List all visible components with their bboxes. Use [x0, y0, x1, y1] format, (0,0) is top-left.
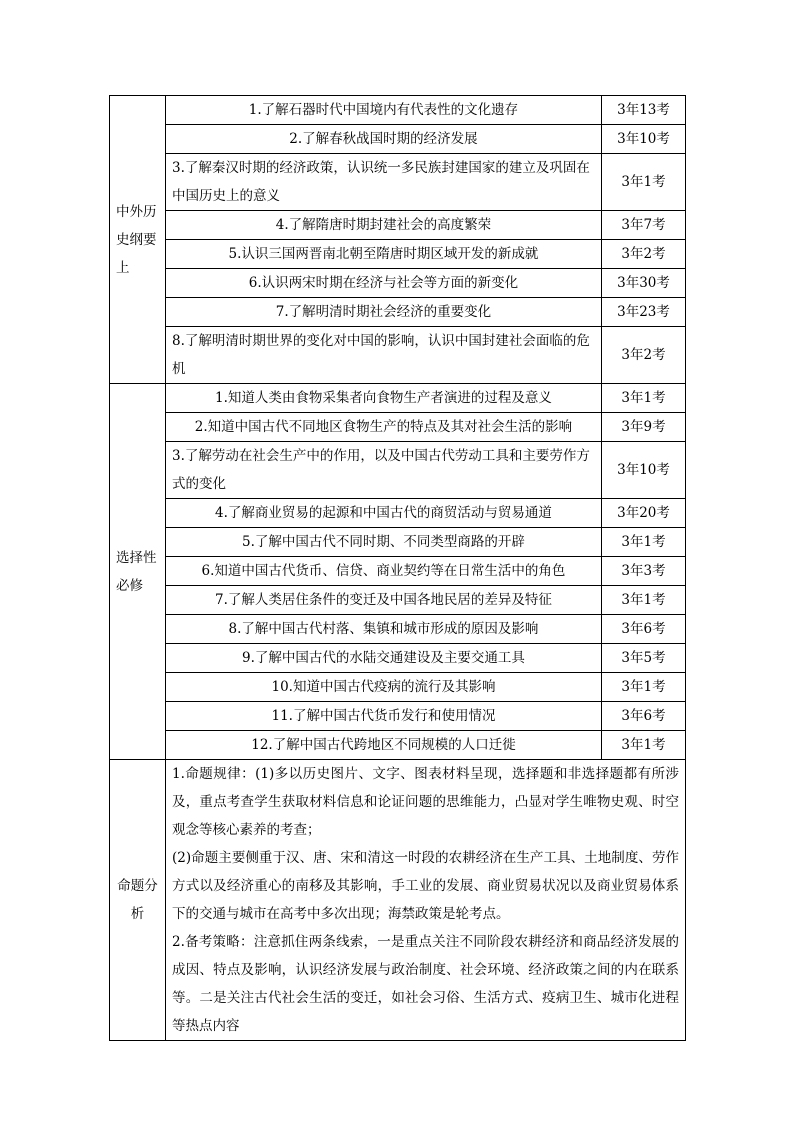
- exam-count: 3年1考: [602, 586, 686, 615]
- table-row: [110, 615, 686, 644]
- standard-item: 7.了解明清时期社会经济的重要变化: [166, 298, 602, 327]
- exam-count: 3年1考: [602, 673, 686, 702]
- exam-count: 3年5考: [602, 644, 686, 673]
- section-title: 中外历史纲要上: [110, 96, 166, 384]
- table-row: [110, 384, 686, 413]
- exam-count: 3年13考: [602, 96, 686, 125]
- table-row: [110, 702, 686, 731]
- exam-count: 3年10考: [602, 125, 686, 154]
- analysis-content: [166, 760, 686, 1041]
- table-row: [110, 586, 686, 615]
- exam-count: 3年23考: [602, 298, 686, 327]
- table-row: [110, 298, 686, 327]
- table-row: [110, 499, 686, 528]
- standard-item: 10.知道中国古代疫病的流行及其影响: [166, 673, 602, 702]
- standard-item: 4.了解隋唐时期封建社会的高度繁荣: [166, 211, 602, 240]
- exam-count: 3年2考: [602, 240, 686, 269]
- exam-count: 3年3考: [602, 557, 686, 586]
- standard-item: 6.知道中国古代货币、信贷、商业契约等在日常生活中的角色: [166, 557, 602, 586]
- table-row: [110, 269, 686, 298]
- analysis-title: 命题分析: [110, 760, 166, 1041]
- standard-item: 2.知道中国古代不同地区食物生产的特点及其对社会生活的影响: [166, 413, 602, 442]
- standard-item: 11.了解中国古代货币发行和使用情况: [166, 702, 602, 731]
- standard-item: 3.了解秦汉时期的经济政策，认识统一多民族封建国家的建立及巩固在中国历史上的意义: [166, 154, 602, 211]
- standard-item: 1.知道人类由食物采集者向食物生产者演进的过程及意义: [166, 384, 602, 413]
- exam-count: 3年1考: [602, 528, 686, 557]
- exam-count: 3年30考: [602, 269, 686, 298]
- standard-item: 2.了解春秋战国时期的经济发展: [166, 125, 602, 154]
- standard-item: 5.了解中国古代不同时期、不同类型商路的开辟: [166, 528, 602, 557]
- standard-item: 8.了解中国古代村落、集镇和城市形成的原因及影响: [166, 615, 602, 644]
- table-row: [110, 673, 686, 702]
- analysis-paragraph: 1.命题规律：(1)多以历史图片、文字、图表材料呈现，选择题和非选择题都有所涉及，重点考查学生获取材料信息和论证问题的思维能力，凸显对学生唯物史观、时空观念等核心素养的考查；: [172, 766, 679, 838]
- standard-item: 1.了解石器时代中国境内有代表性的文化遗存: [166, 96, 602, 125]
- standard-item: 6.认识两宋时期在经济与社会等方面的新变化: [166, 269, 602, 298]
- standard-item: 8.了解明清时期世界的变化对中国的影响，认识中国封建社会面临的危机: [166, 327, 602, 384]
- exam-count: 3年9考: [602, 413, 686, 442]
- table-row: [110, 731, 686, 760]
- exam-count: 3年7考: [602, 211, 686, 240]
- table-row: [110, 154, 686, 211]
- standard-item: 5.认识三国两晋南北朝至隋唐时期区域开发的新成就: [166, 240, 602, 269]
- exam-count: 3年1考: [602, 731, 686, 760]
- exam-count: 3年2考: [602, 327, 686, 384]
- exam-analysis-table: [109, 95, 686, 1041]
- exam-count: 3年1考: [602, 154, 686, 211]
- standard-item: 4.了解商业贸易的起源和中国古代的商贸活动与贸易通道: [166, 499, 602, 528]
- table-row: [110, 557, 686, 586]
- exam-count: 3年6考: [602, 615, 686, 644]
- table-row: [110, 442, 686, 499]
- standard-item: 3.了解劳动在社会生产中的作用，以及中国古代劳动工具和主要劳作方式的变化: [166, 442, 602, 499]
- standard-item: 7.了解人类居住条件的变迁及中国各地民居的差异及特征: [166, 586, 602, 615]
- table-row: [110, 240, 686, 269]
- table-row: [110, 528, 686, 557]
- exam-count: 3年6考: [602, 702, 686, 731]
- table-row: [110, 96, 686, 125]
- analysis-paragraph: (2)命题主要侧重于汉、唐、宋和清这一时段的农耕经济在生产工具、土地制度、劳作方式以及经济重心的南移及其影响，手工业的发展、商业贸易状况以及商业贸易体系下的交通与城市在高考中多次出现；海禁政策是轮考点。: [172, 850, 679, 922]
- analysis-paragraph: 2.备考策略：注意抓住两条线索，一是重点关注不同阶段农耕经济和商品经济发展的成因、特点及影响，认识经济发展与政治制度、社会环境、经济政策之间的内在联系等。二是关注古代社会生活的变迁，如社会习俗、生活方式、疫病卫生、城市化进程等热点内容: [172, 934, 679, 1034]
- table-row: [110, 211, 686, 240]
- standard-item: 9.了解中国古代的水陆交通建设及主要交通工具: [166, 644, 602, 673]
- table-row: [110, 413, 686, 442]
- exam-count: 3年10考: [602, 442, 686, 499]
- table-row: [110, 644, 686, 673]
- section-title: 选择性必修: [110, 384, 166, 760]
- table-row: [110, 125, 686, 154]
- analysis-row: [110, 760, 686, 1041]
- standard-item: 12.了解中国古代跨地区不同规模的人口迁徙: [166, 731, 602, 760]
- exam-count: 3年1考: [602, 384, 686, 413]
- table-row: [110, 327, 686, 384]
- exam-count: 3年20考: [602, 499, 686, 528]
